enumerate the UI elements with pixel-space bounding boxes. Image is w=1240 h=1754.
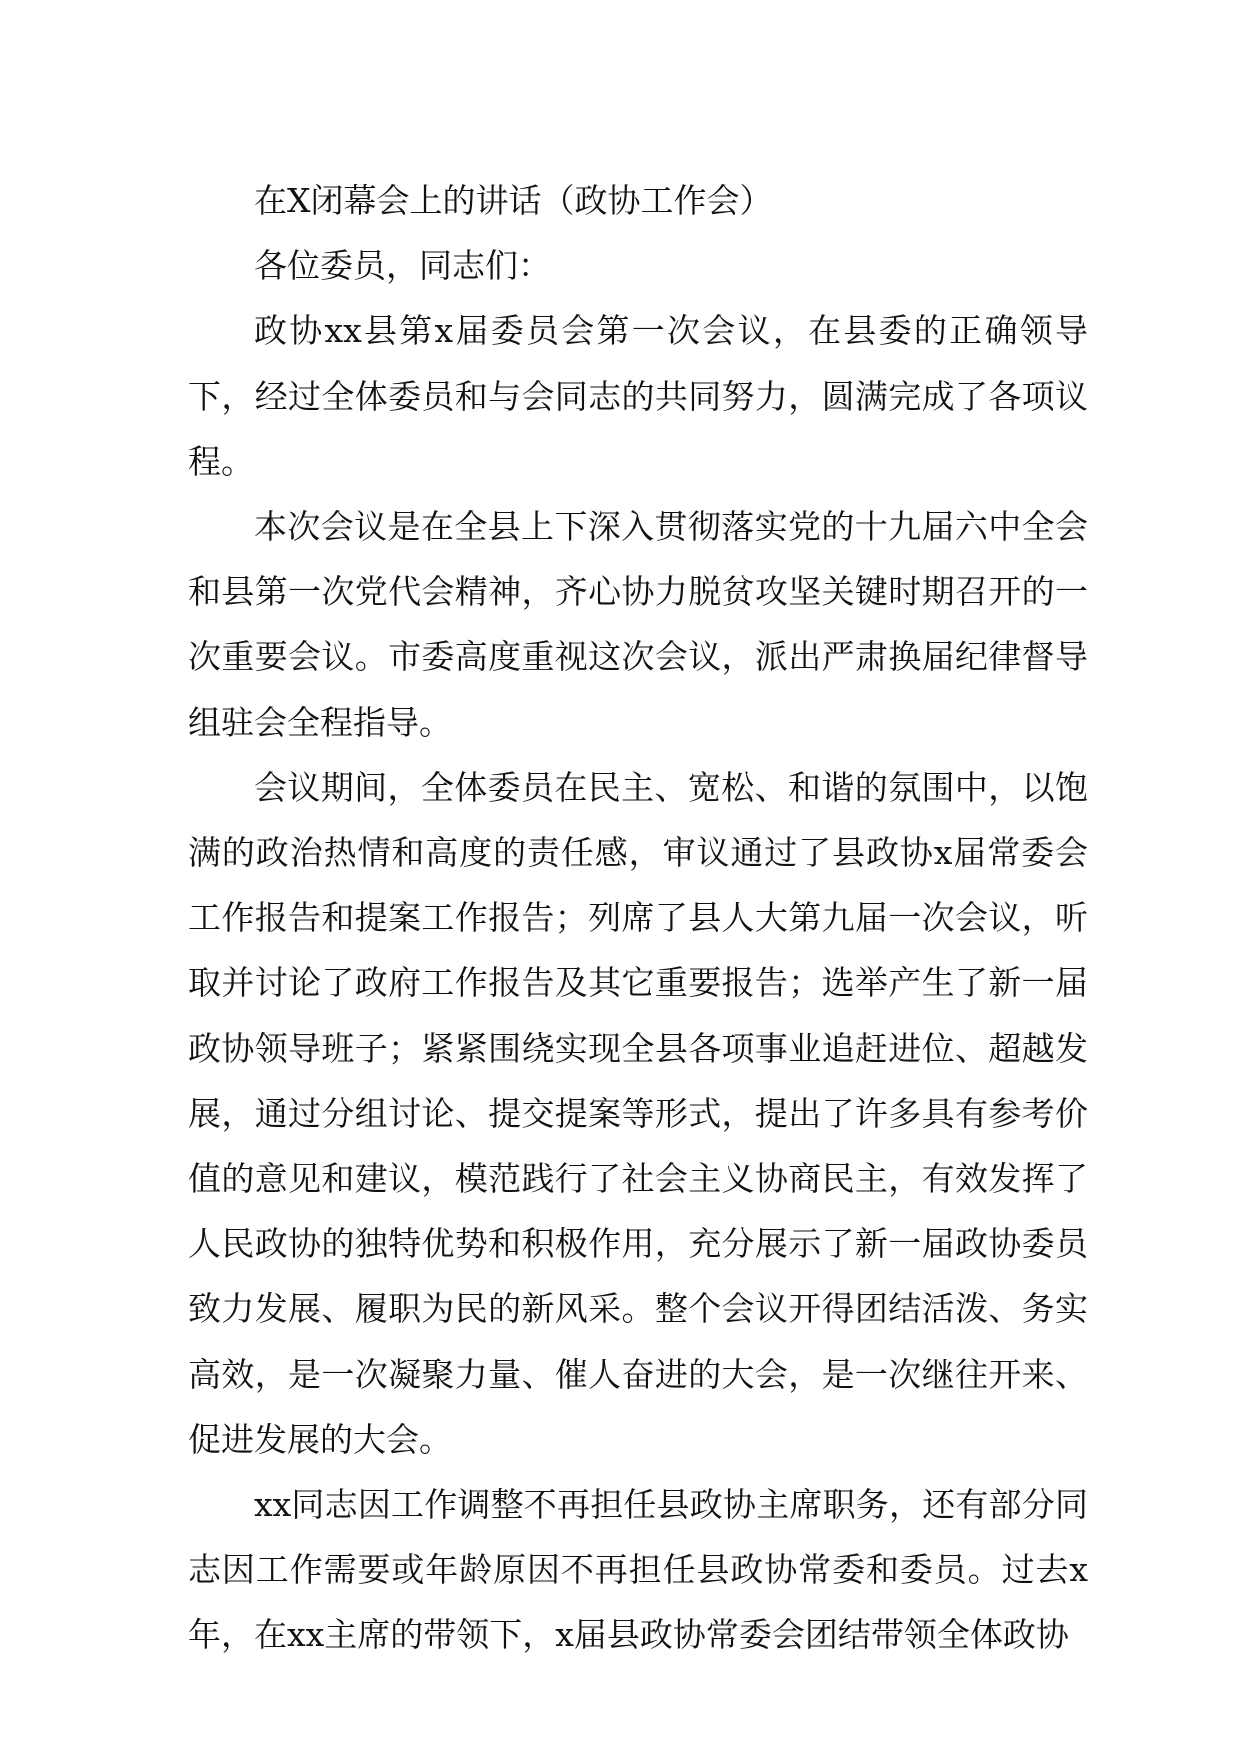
paragraph: 本次会议是在全县上下深入贯彻落实党的十九届六中全会和县第一次党代会精神，齐心协力脱贫攻坚关键时期召开的一次重要会议。市委高度重视这次会议，派出严肃换届纪律督导组驻会全程指导。 [188, 507, 1088, 742]
paragraph: 会议期间，全体委员在民主、宽松、和谐的氛围中，以饱满的政治热情和高度的责任感，审议通过了县政协x届常委会工作报告和提案工作报告；列席了县人大第九届一次会议，听取并讨论了政府工作报告及其它重要报告；选举产生了新一届政协领导班子；紧紧围绕实现全县各项事业追赶进位、超越发展，通过分组讨论、提交提案等形式，提出了许多具有参考价值的意见和建议，模范践行了社会主义协商民主，有效发挥了人民政协的独特优势和积极作用，充分展示了新一届政协委员致力发展、履职为民的新风采。整个会议开得团结活泼、务实高效，是一次凝聚力量、催人奋进的大会，是一次继往开来、促进发展的大会。 [188, 767, 1088, 1459]
document-body [188, 168, 1088, 1668]
paragraph: xx同志因工作调整不再担任县政协主席职务，还有部分同志因工作需要或年龄原因不再担任县政协常委和委员。过去x年，在xx主席的带领下，x届县政协常委会团结带领全体政协 [188, 1485, 1088, 1655]
document-title: 在X闭幕会上的讲话（政协工作会） [254, 181, 773, 220]
paragraph: 政协xx县第x届委员会第一次会议，在县委的正确领导下，经过全体委员和与会同志的共同努力，圆满完成了各项议程。 [188, 311, 1088, 481]
salutation: 各位委员，同志们： [254, 246, 551, 286]
